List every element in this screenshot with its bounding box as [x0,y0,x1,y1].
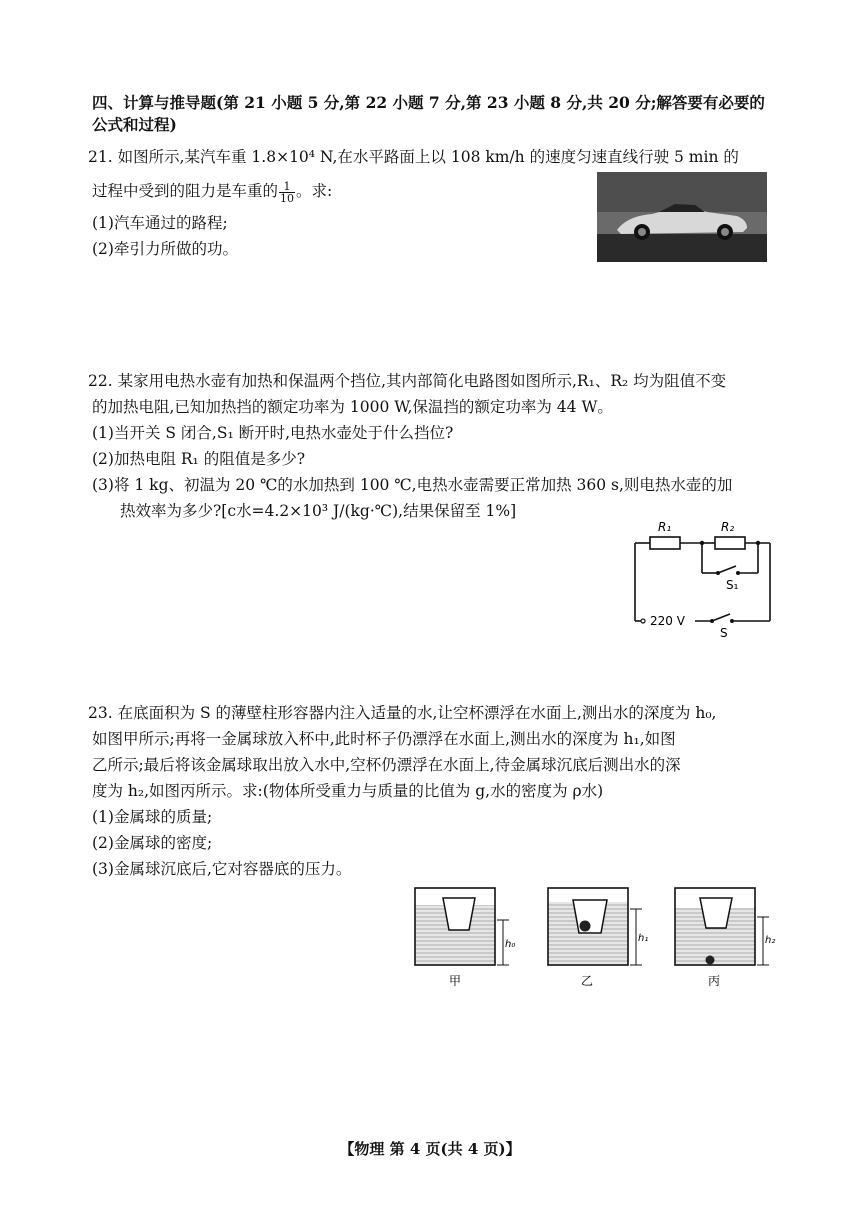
q21-fraction [279,181,295,204]
q23-line3: 乙所示;最后将该金属球取出放入水中,空杯仍漂浮在水面上,待金属球沉底后测出水的深 [92,756,681,774]
metal-ball-c [706,956,715,965]
q21-line2 [92,180,332,204]
resistor-r2 [715,537,745,549]
q22-part3-line1: (3)将 1 kg、初温为 20 ℃的水加热到 100 ℃,电热水壶需要正常加热 360 s,则电热水壶的加 [92,476,733,494]
q21-frac-num: 1 [279,181,295,193]
label-r1: R₁ [658,520,672,534]
label-s1: S₁ [726,578,739,592]
label-s: S [720,626,728,640]
section-title-line1: 四、计算与推导题(第 21 小题 5 分,第 22 小题 7 分,第 23 小题 8 分,共 20 分;解答要有必要的 [92,93,765,112]
resistor-r1 [650,537,680,549]
q22-part3-line2: 热效率为多少?[c水=4.2×10³ J/(kg·℃),结果保留至 1%] [120,502,517,520]
q21-line2-post: 。求: [296,182,333,200]
q22-part2: (2)加热电阻 R₁ 的阻值是多少? [92,450,306,468]
q23-part1: (1)金属球的质量; [92,808,213,826]
container-figures [405,880,790,990]
switch-s1 [718,566,736,573]
figure-a [415,888,515,988]
q21-part2: (2)牵引力所做的功。 [92,240,238,258]
q21-frac-den: 10 [280,191,295,205]
figure-c [675,888,775,988]
q21-part1: (1)汽车通过的路程; [92,214,228,232]
q23-part2: (2)金属球的密度; [92,834,213,852]
q23-part3: (3)金属球沉底后,它对容器底的压力。 [92,860,352,878]
q22-line2: 的加热电阻,已知加热挡的额定功率为 1000 W,保温挡的额定功率为 44 W。 [92,398,613,416]
label-r2: R₂ [721,520,735,534]
h-label-b: h₁ [638,933,649,944]
page-footer: 【物理 第 4 页(共 4 页)】 [339,1140,521,1158]
car-photo [597,172,767,262]
q23-line4: 度为 h₂,如图丙所示。求:(物体所受重力与质量的比值为 g,水的密度为 ρ水) [92,782,604,800]
h-label-a: h₀ [505,939,516,950]
q22-part1: (1)当开关 S 闭合,S₁ 断开时,电热水壶处于什么挡位? [92,424,454,442]
metal-ball-b [580,921,591,932]
label-voltage: 220 V [650,614,685,628]
figure-label-b: 乙 [581,974,594,988]
circuit-diagram [620,515,780,640]
q21-line2-pre: 过程中受到的阻力是车重的 [92,182,279,200]
q22-line1: 22. 某家用电热水壶有加热和保温两个挡位,其内部简化电路图如图所示,R₁、R₂ 均为阻值不变 [88,372,727,390]
figure-label-c: 丙 [708,974,721,988]
figure-label-a: 甲 [449,974,462,988]
h-label-c: h₂ [765,935,776,946]
q23-line2: 如图甲所示;再将一金属球放入杯中,此时杯子仍漂浮在水面上,测出水的深度为 h₁,如图 [92,730,676,748]
section-title-line2: 公式和过程) [92,115,177,134]
figure-b [548,888,648,988]
q21-line1: 21. 如图所示,某汽车重 1.8×10⁴ N,在水平路面上以 108 km/h 的速度匀速直线行驶 5 min 的 [88,148,739,166]
q23-line1: 23. 在底面积为 S 的薄壁柱形容器内注入适量的水,让空杯漂浮在水面上,测出水的深度为 h₀, [88,704,717,722]
switch-s [712,614,730,621]
